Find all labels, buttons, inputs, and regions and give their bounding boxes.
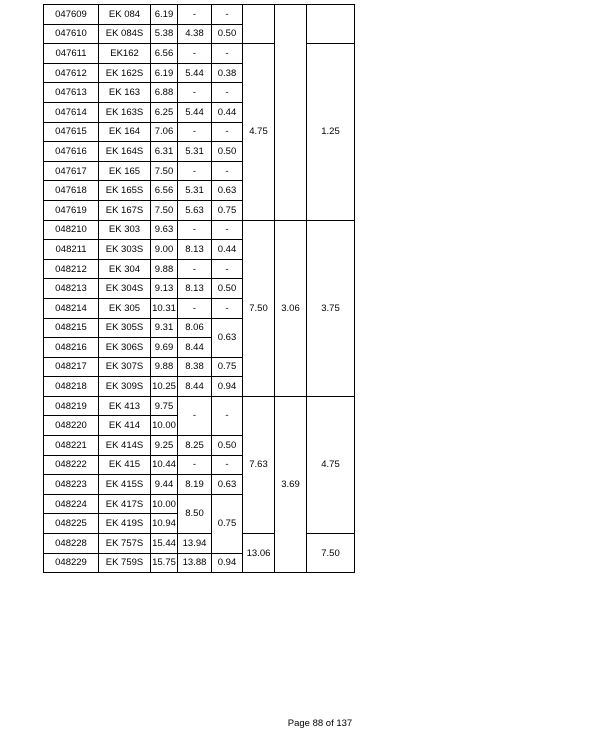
part-number-cell: 048210 [44,220,99,240]
empty-cell [243,5,275,44]
part-number-cell: 048212 [44,259,99,279]
model-cell: EK 757S [99,534,151,554]
value-group-c: 4.75 [307,396,355,533]
secondary-dimension-cell: 13.88 [178,553,212,573]
model-cell: EK162 [99,44,151,64]
thickness-cell: 0.75 [212,357,243,377]
table-row [44,396,355,416]
dimension-cell: 9.00 [151,240,178,260]
thickness-cell: 0.50 [212,24,243,44]
model-cell: EK 167S [99,200,151,220]
part-number-cell: 048222 [44,455,99,475]
thickness-cell: 0.50 [212,436,243,456]
secondary-dimension-cell: 5.31 [178,142,212,162]
table-row [44,44,355,64]
dimension-cell: 9.69 [151,338,178,358]
secondary-dimension-cell: 8.13 [178,279,212,299]
dimension-cell: 10.25 [151,377,178,397]
part-number-cell: 048229 [44,553,99,573]
parts-table [43,4,355,573]
model-cell: EK 414S [99,436,151,456]
thickness-cell: 0.38 [212,63,243,83]
dimension-cell: 6.56 [151,181,178,201]
empty-cell [307,5,355,44]
secondary-dimension-cell: - [178,44,212,64]
dimension-cell: 10.00 [151,494,178,514]
model-cell: EK 304 [99,259,151,279]
part-number-cell: 048228 [44,534,99,554]
part-number-cell: 048219 [44,396,99,416]
table-row [44,220,355,240]
thickness-cell: - [212,455,243,475]
model-cell: EK 165S [99,181,151,201]
secondary-dimension-cell: 5.63 [178,200,212,220]
part-number-cell: 048216 [44,338,99,358]
part-number-cell: 048213 [44,279,99,299]
model-cell: EK 303S [99,240,151,260]
model-cell: EK 415 [99,455,151,475]
model-cell: EK 415S [99,475,151,495]
thickness-cell: 0.50 [212,279,243,299]
thickness-cell: 0.50 [212,142,243,162]
secondary-dimension-cell: - [178,220,212,240]
dimension-cell: 9.75 [151,396,178,416]
secondary-dimension-cell: - [178,396,212,435]
dimension-cell: 10.94 [151,514,178,534]
dimension-cell: 7.50 [151,200,178,220]
secondary-dimension-cell: 5.44 [178,102,212,122]
model-cell: EK 309S [99,377,151,397]
secondary-dimension-cell: 4.38 [178,24,212,44]
model-cell: EK 304S [99,279,151,299]
value-group-c: 3.75 [307,220,355,396]
secondary-dimension-cell: 8.06 [178,318,212,338]
dimension-cell: 6.31 [151,142,178,162]
secondary-dimension-cell: 5.31 [178,181,212,201]
value-group-a: 7.50 [243,220,275,396]
model-cell: EK 759S [99,553,151,573]
dimension-cell: 9.13 [151,279,178,299]
thickness-cell: 0.44 [212,240,243,260]
model-cell: EK 163 [99,83,151,103]
thickness-cell: 0.63 [212,475,243,495]
part-number-cell: 047616 [44,142,99,162]
secondary-dimension-cell: 8.44 [178,338,212,358]
part-number-cell: 048225 [44,514,99,534]
model-cell: EK 164 [99,122,151,142]
part-number-cell: 048211 [44,240,99,260]
secondary-dimension-cell: - [178,455,212,475]
model-cell: EK 162S [99,63,151,83]
model-cell: EK 307S [99,357,151,377]
dimension-cell: 6.19 [151,5,178,25]
dimension-cell: 6.88 [151,83,178,103]
secondary-dimension-cell: 8.19 [178,475,212,495]
secondary-dimension-cell: - [178,5,212,25]
thickness-cell: 0.94 [212,553,243,573]
model-cell: EK 305S [99,318,151,338]
part-number-cell: 047611 [44,44,99,64]
secondary-dimension-cell: 8.25 [178,436,212,456]
dimension-cell: 7.50 [151,161,178,181]
part-number-cell: 047614 [44,102,99,122]
dimension-cell: 9.88 [151,259,178,279]
secondary-dimension-cell: - [178,298,212,318]
thickness-cell: - [212,220,243,240]
secondary-dimension-cell: - [178,161,212,181]
part-number-cell: 047617 [44,161,99,181]
part-number-cell: 048217 [44,357,99,377]
dimension-cell: 9.88 [151,357,178,377]
model-cell: EK 417S [99,494,151,514]
thickness-cell: 0.63 [212,318,243,357]
thickness-cell: 0.75 [212,494,243,553]
thickness-cell: - [212,396,243,435]
dimension-cell: 9.31 [151,318,178,338]
secondary-dimension-cell: 13.94 [178,534,212,554]
part-number-cell: 047619 [44,200,99,220]
thickness-cell: 0.94 [212,377,243,397]
secondary-dimension-cell: 8.13 [178,240,212,260]
value-group-a: 4.75 [243,44,275,220]
secondary-dimension-cell: 5.44 [178,63,212,83]
value-group-a: 13.06 [243,534,275,573]
value-group-c: 7.50 [307,534,355,573]
thickness-cell: - [212,298,243,318]
dimension-cell: 15.75 [151,553,178,573]
part-number-cell: 047609 [44,5,99,25]
thickness-cell: 0.75 [212,200,243,220]
part-number-cell: 048214 [44,298,99,318]
model-cell: EK 303 [99,220,151,240]
value-group-b: 3.69 [275,396,307,572]
secondary-dimension-cell: - [178,83,212,103]
value-group-c: 1.25 [307,44,355,220]
model-cell: EK 413 [99,396,151,416]
dimension-cell: 10.31 [151,298,178,318]
part-number-cell: 048221 [44,436,99,456]
empty-cell [275,5,307,221]
part-number-cell: 047610 [44,24,99,44]
dimension-cell: 7.06 [151,122,178,142]
page-number: Page 88 of 137 [287,718,353,729]
secondary-dimension-cell: 8.50 [178,494,212,533]
value-group-a: 7.63 [243,396,275,533]
value-group-b: 3.06 [275,220,307,396]
table-row [44,5,355,25]
model-cell: EK 305 [99,298,151,318]
secondary-dimension-cell: - [178,122,212,142]
parts-table-body [44,5,355,573]
secondary-dimension-cell: 8.38 [178,357,212,377]
model-cell: EK 084S [99,24,151,44]
model-cell: EK 419S [99,514,151,534]
model-cell: EK 163S [99,102,151,122]
dimension-cell: 6.25 [151,102,178,122]
dimension-cell: 10.00 [151,416,178,436]
part-number-cell: 048223 [44,475,99,495]
part-number-cell: 047618 [44,181,99,201]
secondary-dimension-cell: - [178,259,212,279]
dimension-cell: 9.25 [151,436,178,456]
thickness-cell: - [212,122,243,142]
dimension-cell: 6.19 [151,63,178,83]
part-number-cell: 047613 [44,83,99,103]
dimension-cell: 9.63 [151,220,178,240]
model-cell: EK 414 [99,416,151,436]
thickness-cell: - [212,5,243,25]
model-cell: EK 084 [99,5,151,25]
thickness-cell: - [212,161,243,181]
dimension-cell: 10.44 [151,455,178,475]
part-number-cell: 048218 [44,377,99,397]
model-cell: EK 164S [99,142,151,162]
part-number-cell: 048215 [44,318,99,338]
dimension-cell: 15.44 [151,534,178,554]
thickness-cell: 0.44 [212,102,243,122]
thickness-cell: - [212,44,243,64]
thickness-cell: 0.63 [212,181,243,201]
dimension-cell: 5.38 [151,24,178,44]
part-number-cell: 048224 [44,494,99,514]
thickness-cell: - [212,259,243,279]
secondary-dimension-cell: 8.44 [178,377,212,397]
part-number-cell: 048220 [44,416,99,436]
dimension-cell: 6.56 [151,44,178,64]
part-number-cell: 047612 [44,63,99,83]
thickness-cell: - [212,83,243,103]
table-row [44,534,355,554]
part-number-cell: 047615 [44,122,99,142]
dimension-cell: 9.44 [151,475,178,495]
model-cell: EK 165 [99,161,151,181]
model-cell: EK 306S [99,338,151,358]
